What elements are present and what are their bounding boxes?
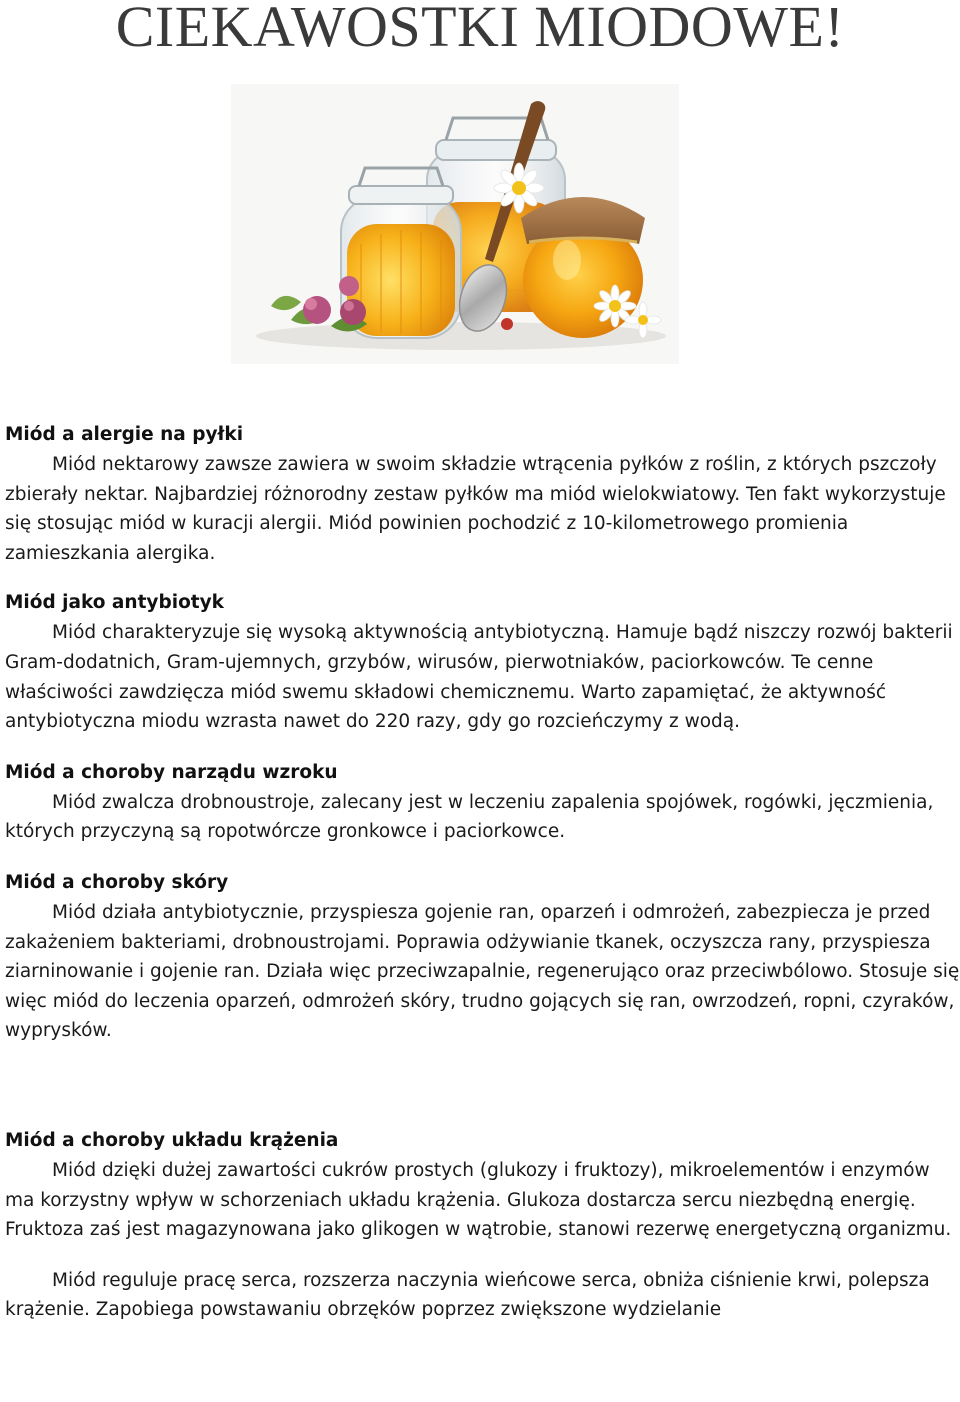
section-paragraph: Miód zwalcza drobnoustroje, zalecany jest w leczeniu zapalenia spojówek, rogówki, jęczmienia, których przyczyną są ropotwórcze gronkowce i paciorkowce. xyxy=(5,791,934,843)
section-heading: Miód jako antybiotyk xyxy=(5,592,224,614)
page-title: CIEKAWOSTKI MIODOWE! xyxy=(115,0,845,59)
section-eyes xyxy=(5,758,960,847)
section-paragraph: Miód nektarowy zawsze zawiera w swoim składzie wtrącenia pyłków z roślin, z których pszczoły zbierały nektar. Najbardziej różnorodny zestaw pyłków ma miód wielokwiatowy. Ten fakt wykorzystuje się stosując miód w kuracji alergii. Miód powinien pochodzić z 10-kilometrowego promienia zamieszkania alergika. xyxy=(5,454,946,564)
section-paragraph: Miód dzięki dużej zawartości cukrów prostych (glukozy i fruktozy), mikroelementów i enzymów ma korzystny wpływ w schorzeniach układu krążenia. Glukoza dostarcza sercu niezbędną energię. Fruktoza zaś jest magazynowana jako glikogen w wątrobie, stanowi rezerwę energetyczną organizmu. xyxy=(5,1159,952,1241)
article-content xyxy=(5,420,960,1325)
section-heading: Miód a choroby układu krążenia xyxy=(5,1129,339,1151)
section-paragraph: Miód reguluje pracę serca, rozszerza naczynia wieńcowe serca, obniża ciśnienie krwi, polepsza krążenie. Zapobiega powstawaniu obrzęków poprzez zwiększone wydzielanie xyxy=(5,1269,930,1321)
section-antibiotic xyxy=(5,588,960,736)
section-paragraph: Miód charakteryzuje się wysoką aktywnością antybiotyczną. Hamuje bądź niszczy rozwój bakterii Gram-dodatnich, Gram-ujemnych, grzybów, wirusów, pierwotniaków, paciorkowców. Te cenne właściwości zawdzięcza miód swemu składowi chemicznemu. Warto zapamiętać, że aktywność antybiotyczna miodu wzrasta nawet do 220 razy, gdy go rozcieńczymy z wodą. xyxy=(5,622,953,733)
section-allergies xyxy=(5,420,960,568)
section-circulation xyxy=(5,1126,960,1325)
section-heading: Miód a choroby narządu wzroku xyxy=(5,761,338,783)
section-paragraph: Miód działa antybiotycznie, przyspiesza gojenie ran, oparzeń i odmrożeń, zabezpiecza je przed zakażeniem bakteriami, drobnoustrojami. Poprawia odżywianie tkanek, oczyszcza rany, przyspiesza ziarninowanie i gojenie ran. Działa więc przeciwzapalnie, regenerująco oraz przeciwbólowo. Stosuje się więc miód do leczenia oparzeń, odmrożeń skóry, trudno gojących się ran, owrzodzeń, ropni, czyraków, wyprysków. xyxy=(5,901,960,1042)
section-skin xyxy=(5,868,960,1046)
honey-jars-image xyxy=(231,84,679,364)
section-heading: Miód a choroby skóry xyxy=(5,871,229,893)
section-heading: Miód a alergie na pyłki xyxy=(5,424,244,445)
